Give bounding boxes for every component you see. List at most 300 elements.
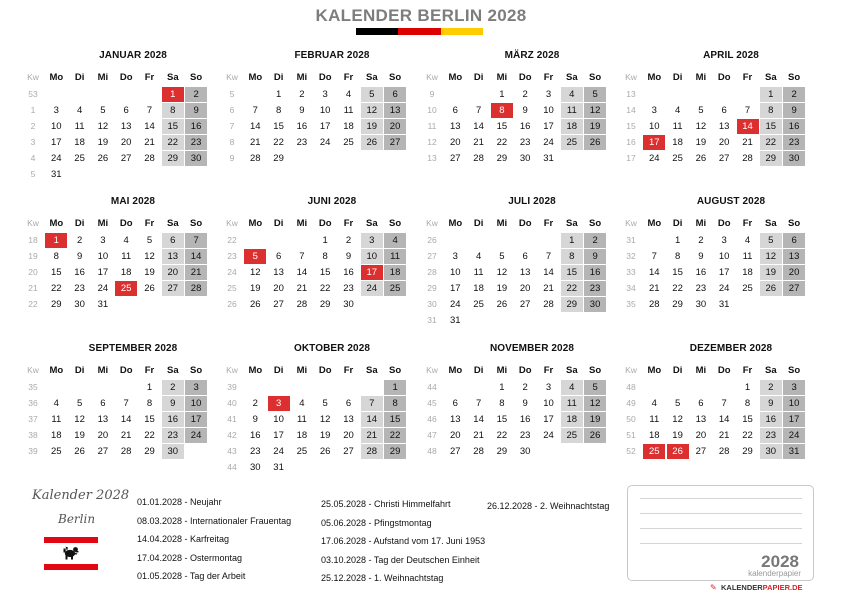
week-number: 25 [227,283,237,293]
day-cell: 7 [361,396,383,411]
day-cell: 16 [783,119,805,134]
day-cell: 12 [695,121,707,132]
day-cell: 7 [545,251,552,262]
day-cell: 10 [543,105,554,116]
day-cell: 17 [543,121,554,132]
flag-stripe-red [398,28,440,35]
day-cell: 3 [322,89,328,100]
weekday-header-sa: Sa [365,365,378,376]
day-cell: 19 [672,430,683,441]
day-cell: 27 [97,446,109,457]
day-cell: 14 [144,121,155,132]
day-cell: 8 [384,396,406,411]
brand-logo-icon: ✎ [710,583,717,592]
week-number: 29 [427,283,437,293]
weekday-header-di: Di [273,72,284,83]
week-number: 34 [626,283,636,293]
weekday-header-sa: Sa [764,72,777,83]
day-cell: 19 [496,283,508,294]
day-cell: 16 [519,121,531,132]
week-number: 39 [28,446,38,456]
day-cell: 18 [672,137,683,148]
holiday-item: 01.05.2028 - Tag der Arbeit [137,571,246,581]
day-cell: 1 [146,382,153,393]
day-cell: 27 [120,153,132,164]
day-cell: 3 [783,380,805,395]
weekday-header-mo: Mo [49,72,64,83]
day-cell: 30 [250,462,261,473]
day-cell: 14 [473,414,484,425]
day-cell: 29 [496,153,508,164]
holiday-list-1 [137,493,291,586]
notes-box[interactable] [627,485,814,581]
day-cell: 22 [672,283,683,294]
day-cell: 2 [522,89,528,100]
weekday-header-mo: Mo [49,365,64,376]
week-number: 23 [227,251,237,261]
day-cell: 6 [783,233,805,248]
weekday-header-fr: Fr [742,365,753,376]
day-cell: 19 [250,283,261,294]
day-cell: 21 [120,430,132,441]
day-cell: 16 [760,412,782,427]
month-name: JULI 2028 [508,196,556,207]
day-cell: 20 [97,430,109,441]
weekday-header-fr: Fr [343,72,354,83]
day-cell: 2 [522,382,528,393]
day-cell: 23 [162,428,184,443]
day-cell: 20 [273,283,284,294]
day-cell: 25 [74,153,85,164]
day-cell: 26 [361,135,383,150]
weekday-header-fr: Fr [343,365,354,376]
day-cell: 10 [649,121,660,132]
day-cell: 22 [384,428,406,443]
day-cell: 29 [561,297,583,312]
day-cell: 24 [543,137,554,148]
day-cell: 13 [450,121,461,132]
holiday-item: 25.05.2028 - Christi Himmelfahrt [321,499,451,509]
day-cell: 29 [672,299,683,310]
week-number: 51 [626,430,636,440]
weekday-header-sa: Sa [764,365,777,376]
day-cell: 27 [450,446,461,457]
day-cell: 10 [97,251,109,262]
week-number: 35 [626,299,636,309]
day-cell: 27 [718,153,730,164]
day-cell: 4 [561,380,583,395]
day-cell: 30 [343,299,354,310]
week-number: 6 [229,105,235,115]
day-cell: 17 [783,412,805,427]
day-cell: 21 [718,430,730,441]
weekday-header-mi: Mi [296,365,308,376]
weekday-header-mo: Mo [248,365,263,376]
day-cell: 3 [452,251,458,262]
weekday-header-fr: Fr [144,218,155,229]
day-cell: 11 [74,121,85,132]
week-number: 13 [626,89,636,99]
day-cell: 5 [499,251,505,262]
week-number: 43 [227,446,237,456]
notes-line [640,498,802,499]
day-cell: 15 [144,414,155,425]
week-number: 24 [227,267,237,277]
weekday-header-di: Di [672,72,683,83]
week-number: 19 [28,251,38,261]
weekday-header-kw: Kw [426,72,438,82]
day-cell: 15 [384,412,406,427]
day-cell: 15 [760,119,782,134]
day-cell: 18 [561,119,583,134]
day-cell: 21 [742,137,753,148]
day-cell: 11 [343,105,354,116]
day-cell: 9 [162,396,184,411]
day-cell: 14 [296,267,308,278]
day-cell: 11 [121,251,132,262]
day-cell: 10 [718,251,730,262]
weekday-header-di: Di [473,218,484,229]
day-cell: 1 [760,87,782,102]
day-cell: 2 [345,235,352,246]
day-cell: 12 [74,414,85,425]
day-cell: 27 [384,135,406,150]
week-number: 27 [427,251,437,261]
day-cell: 31 [450,315,461,326]
day-cell: 10 [543,398,554,409]
day-cell: 20 [162,265,184,280]
week-number: 20 [28,267,38,277]
day-cell: 22 [51,283,62,294]
week-number: 1 [30,105,36,115]
day-cell: 23 [185,135,207,150]
day-cell: 4 [674,105,681,116]
day-cell: 17 [718,267,730,278]
day-cell: 10 [185,396,207,411]
day-cell: 6 [100,398,106,409]
day-cell: 25 [561,428,583,443]
weekday-header-sa: Sa [365,72,378,83]
day-cell: 5 [698,105,704,116]
day-cell: 27 [450,153,461,164]
day-cell: 3 [185,380,207,395]
weekday-header-do: Do [717,218,731,229]
day-cell: 13 [783,249,805,264]
weekday-header-kw: Kw [226,365,238,375]
day-cell: 31 [783,444,805,459]
week-number: 40 [227,398,237,408]
day-cell: 6 [275,251,282,262]
notes-year: 2028 [761,552,799,571]
day-cell: 4 [345,89,352,100]
berlin-bear-icon [44,537,98,570]
day-cell: 11 [649,414,660,425]
day-cell: 19 [760,265,782,280]
day-cell: 10 [361,249,383,264]
day-cell: 9 [299,105,305,116]
day-cell: 13 [273,267,284,278]
week-number: 46 [427,414,437,424]
day-cell: 27 [162,281,184,296]
day-cell: 23 [783,135,805,150]
weekday-header-fr: Fr [144,365,155,376]
day-cell: 20 [783,265,805,280]
day-cell: 12 [319,414,331,425]
day-cell: 4 [475,251,482,262]
weekday-header-mo: Mo [448,218,463,229]
day-cell: 11 [51,414,62,425]
day-cell: 24 [185,428,207,443]
day-cell: 13 [162,249,184,264]
day-cell: 27 [519,299,531,310]
day-cell: 8 [760,103,782,118]
holiday-day-cell: 14 [737,119,759,134]
day-cell: 1 [275,89,282,100]
week-number: 32 [626,251,636,261]
day-cell: 9 [522,105,528,116]
holiday-day-cell: 3 [268,396,290,411]
day-cell: 30 [695,299,707,310]
weekday-header-kw: Kw [27,365,39,375]
week-number: 26 [427,235,437,245]
week-number: 47 [427,430,437,440]
day-cell: 6 [384,87,406,102]
month-name: FEBRUAR 2028 [294,50,370,61]
brand-name-part1: KALENDER [721,583,763,592]
day-cell: 8 [275,105,282,116]
day-cell: 11 [561,103,583,118]
day-cell: 19 [319,430,331,441]
day-cell: 13 [120,121,132,132]
weekday-header-sa: Sa [166,72,179,83]
day-cell: 4 [53,398,59,409]
day-cell: 26 [584,135,606,150]
brand-link[interactable] [721,583,803,592]
day-cell: 2 [162,380,184,395]
day-cell: 18 [296,430,308,441]
day-cell: 31 [97,299,109,310]
holiday-day-cell: 25 [643,444,665,459]
day-cell: 19 [584,119,606,134]
week-number: 39 [227,382,237,392]
weekday-header-sa: Sa [365,218,378,229]
day-cell: 20 [450,137,461,148]
day-cell: 12 [496,267,508,278]
weekday-header-so: So [190,218,203,229]
day-cell: 5 [674,398,681,409]
day-cell: 26 [144,283,155,294]
holiday-day-cell: 17 [361,265,383,280]
day-cell: 13 [718,121,730,132]
day-cell: 11 [672,121,683,132]
day-cell: 16 [519,414,531,425]
weekday-header-so: So [389,365,402,376]
day-cell: 28 [742,153,753,164]
day-cell: 14 [473,121,484,132]
weekday-header-do: Do [318,365,332,376]
day-cell: 21 [144,137,155,148]
weekday-header-di: Di [672,218,683,229]
week-number: 35 [28,382,38,392]
day-cell: 2 [252,398,258,409]
weekday-header-mo: Mo [448,72,463,83]
brand-name-part2: PAPIER.DE [762,583,803,592]
day-cell: 8 [744,398,751,409]
day-cell: 16 [185,119,207,134]
weekday-header-so: So [589,365,602,376]
day-cell: 12 [584,103,606,118]
week-number: 33 [626,267,636,277]
weekday-header-fr: Fr [742,72,753,83]
day-cell: 31 [718,299,730,310]
day-cell: 15 [273,121,284,132]
day-cell: 21 [649,283,660,294]
weekday-header-kw: Kw [625,218,637,228]
day-cell: 18 [51,430,62,441]
weekday-header-kw: Kw [426,365,438,375]
day-cell: 6 [452,105,458,116]
day-cell: 2 [76,235,83,246]
day-cell: 21 [473,430,484,441]
week-number: 16 [626,137,636,147]
day-cell: 22 [319,283,331,294]
day-cell: 5 [322,398,328,409]
week-number: 5 [229,89,235,99]
weekday-header-mi: Mi [496,218,508,229]
day-cell: 15 [742,414,753,425]
week-number: 26 [227,299,237,309]
day-cell: 2 [698,235,704,246]
day-cell: 12 [361,103,383,118]
week-number: 22 [28,299,38,309]
weekday-header-so: So [589,218,602,229]
day-cell: 4 [384,233,406,248]
day-cell: 23 [760,428,782,443]
weekday-header-do: Do [318,72,332,83]
day-cell: 1 [384,380,406,395]
holiday-item: 17.06.2028 - Aufstand vom 17. Juni 1953 [321,536,486,546]
day-cell: 12 [760,249,782,264]
weekday-header-so: So [589,72,602,83]
weekday-header-mo: Mo [647,218,662,229]
day-cell: 17 [319,121,331,132]
day-cell: 31 [51,169,62,180]
weekday-header-mi: Mi [695,218,707,229]
weekday-header-di: Di [74,72,85,83]
notes-line [640,528,802,529]
weekday-header-so: So [788,218,801,229]
day-cell: 23 [519,430,531,441]
day-cell: 26 [250,299,261,310]
holiday-item: 03.10.2028 - Tag der Deutschen Einheit [321,554,480,565]
day-cell: 26 [584,428,606,443]
weekday-header-mo: Mo [647,72,662,83]
day-cell: 7 [475,398,482,409]
week-number: 53 [28,89,38,99]
day-cell: 11 [296,414,307,425]
week-number: 21 [28,283,38,293]
day-cell: 18 [473,283,484,294]
day-cell: 28 [473,153,484,164]
day-cell: 25 [473,299,484,310]
day-cell: 9 [76,251,83,262]
day-cell: 9 [185,103,207,118]
day-cell: 9 [522,398,528,409]
day-cell: 28 [250,153,261,164]
day-cell: 6 [721,105,727,116]
weekday-header-mo: Mo [248,218,263,229]
day-cell: 6 [123,105,129,116]
weekday-header-do: Do [717,365,731,376]
day-cell: 13 [519,267,531,278]
day-cell: 23 [250,446,261,457]
holiday-day-cell: 1 [162,87,184,102]
day-cell: 26 [97,153,109,164]
day-cell: 17 [450,283,461,294]
holiday-item: 25.12.2028 - 1. Weihnachtstag [321,573,444,583]
week-number: 14 [626,105,636,115]
day-cell: 3 [545,382,552,393]
day-cell: 14 [543,267,554,278]
weekday-header-di: Di [672,365,683,376]
day-cell: 12 [250,267,261,278]
day-cell: 24 [450,299,461,310]
berlin-flag [44,537,98,570]
month-name: MAI 2028 [110,196,156,207]
day-cell: 5 [146,235,153,246]
page-title: KALENDER BERLIN 2028 [315,6,527,25]
day-cell: 14 [250,121,261,132]
day-cell: 13 [450,414,461,425]
day-cell: 15 [162,119,184,134]
day-cell: 20 [519,283,531,294]
day-cell: 28 [296,299,308,310]
day-cell: 14 [718,414,730,425]
day-cell: 23 [519,137,531,148]
week-number: 4 [30,153,36,163]
week-number: 10 [427,105,437,115]
weekday-header-kw: Kw [27,218,39,228]
day-cell: 1 [322,235,328,246]
day-cell: 22 [742,430,753,441]
week-number: 49 [626,398,636,408]
day-cell: 4 [123,235,129,246]
week-number: 12 [427,137,437,147]
day-cell: 15 [51,267,62,278]
day-cell: 6 [698,398,704,409]
day-cell: 25 [672,153,683,164]
day-cell: 27 [783,281,805,296]
weekday-header-kw: Kw [625,365,637,375]
day-cell: 28 [120,446,132,457]
weekday-header-sa: Sa [565,218,578,229]
day-cell: 30 [584,297,606,312]
weekday-header-fr: Fr [543,365,554,376]
weekday-header-mi: Mi [97,72,109,83]
day-cell: 9 [760,396,782,411]
weekday-header-di: Di [473,72,484,83]
day-cell: 3 [721,235,727,246]
weekday-header-sa: Sa [565,72,578,83]
day-cell: 3 [651,105,657,116]
day-cell: 15 [496,121,508,132]
day-cell: 24 [319,137,331,148]
weekday-header-do: Do [518,365,532,376]
weekday-header-sa: Sa [166,365,179,376]
day-cell: 5 [760,233,782,248]
day-cell: 28 [361,444,383,459]
day-cell: 12 [584,396,606,411]
